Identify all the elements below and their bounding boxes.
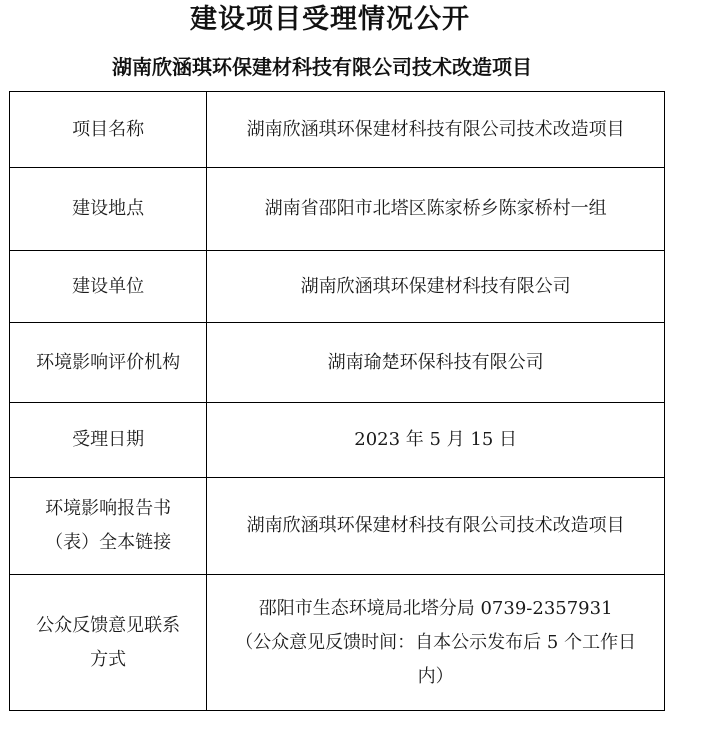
- table-row-report-link: [10, 478, 665, 575]
- row-label: 环境影响评价机构: [10, 323, 207, 403]
- row-label: 项目名称: [10, 92, 207, 168]
- table-row-eia-agency: [10, 323, 665, 403]
- project-info-table: [9, 91, 665, 711]
- row-value: 湖南省邵阳市北塔区陈家桥乡陈家桥村一组: [207, 168, 665, 251]
- row-label: [10, 575, 207, 711]
- row-value: 2023 年 5 月 15 日: [207, 403, 665, 478]
- row-label-line: 环境影响报告书: [45, 498, 172, 519]
- row-label: [10, 478, 207, 575]
- table-row-project-name: [10, 92, 665, 168]
- page-title: 建设项目受理情况公开: [190, 4, 470, 35]
- row-value: 湖南欣涵琪环保建材科技有限公司: [207, 251, 665, 323]
- row-label-line: 方式: [90, 648, 127, 670]
- row-label-line: （表）全本链接: [45, 532, 172, 553]
- table-row-builder: [10, 251, 665, 323]
- row-value: 湖南欣涵琪环保建材科技有限公司技术改造项目: [207, 92, 665, 168]
- contact-phone: 邵阳市生态环境局北塔分局 0739-2357931: [258, 597, 613, 619]
- feedback-period-end: 内）: [417, 665, 454, 687]
- table-row-location: [10, 168, 665, 251]
- row-label-line: 公众反馈意见联系: [36, 614, 181, 636]
- table-row-accept-date: [10, 403, 665, 478]
- row-value: [207, 575, 665, 711]
- row-label: 建设地点: [10, 168, 207, 251]
- table-row-feedback-contact: [10, 575, 665, 711]
- row-value: 湖南瑜楚环保科技有限公司: [207, 323, 665, 403]
- report-link[interactable]: 湖南欣涵琪环保建材科技有限公司技术改造项目: [207, 478, 665, 575]
- feedback-period: （公众意见反馈时间：自本公示发布后 5 个工作日: [235, 631, 637, 653]
- row-label: 受理日期: [10, 403, 207, 478]
- project-subtitle: 湖南欣涵琪环保建材科技有限公司技术改造项目: [112, 55, 532, 79]
- row-label: 建设单位: [10, 251, 207, 323]
